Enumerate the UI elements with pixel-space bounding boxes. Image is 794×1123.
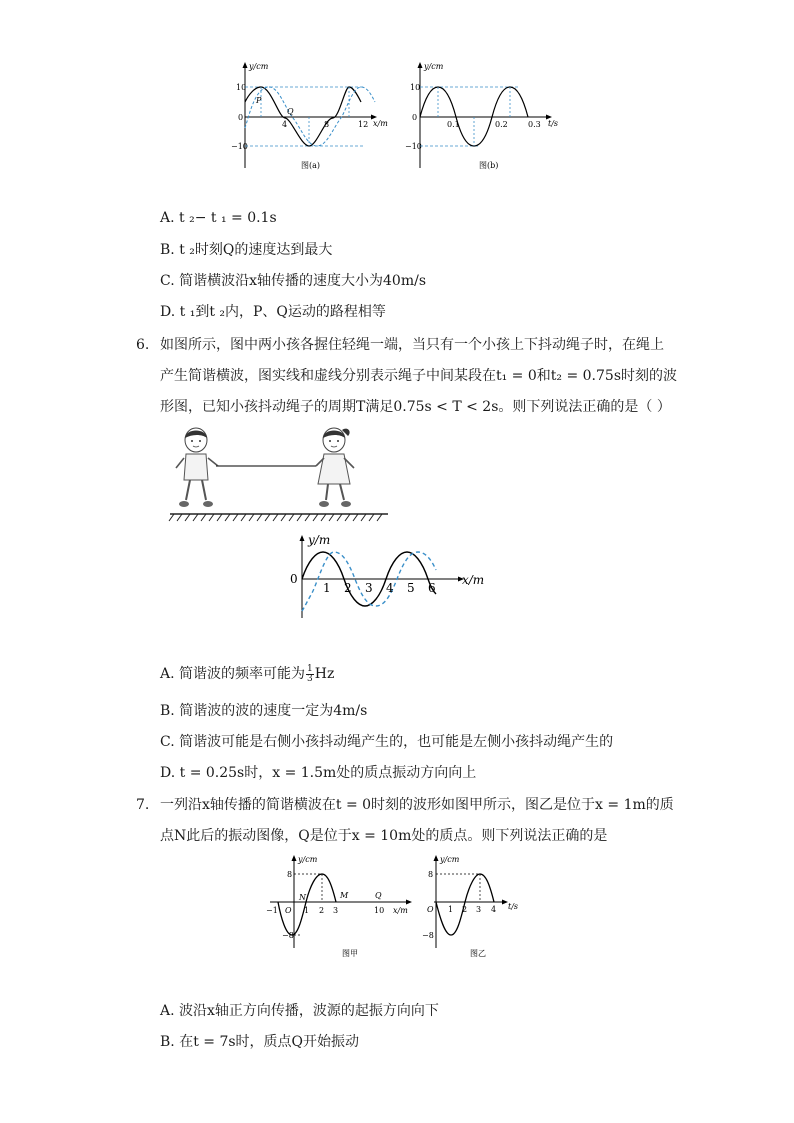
- q6-graph-origin: 0: [290, 572, 298, 586]
- q6-graph-xtick-5: 5: [407, 581, 415, 595]
- figure-b-yaxis: y/cm: [424, 62, 444, 71]
- q6-option-b[interactable]: B. 简谐波的波的速度一定为4m/s: [160, 703, 368, 719]
- q7-jia-xaxis: x/m: [393, 906, 408, 915]
- q7-jia-label-n: N: [299, 893, 306, 902]
- figure-b-xtick-01: 0.1: [447, 120, 460, 129]
- figure-a-caption: 图(a): [301, 161, 321, 170]
- q7-jia-ytick-8: 8: [287, 870, 293, 879]
- q6-graph-xtick-1: 1: [323, 581, 331, 595]
- q7-yi-xtick-3: 3: [476, 905, 482, 914]
- figure-a-b: [225, 58, 559, 176]
- right-child-illustration: [316, 428, 354, 507]
- figure-a-xtick-8: 8: [324, 120, 330, 129]
- figure-a: [231, 62, 388, 170]
- q7-jia-xtick-10: 10: [374, 906, 385, 915]
- q6-option-d[interactable]: D. t = 0.25s时，x = 1.5m处的质点振动方向向上: [160, 765, 477, 781]
- figure-b-xaxis: t/s: [548, 119, 559, 128]
- figure-a-ytick-0: 0: [238, 113, 244, 122]
- q7-jia-caption: 图甲: [342, 949, 358, 958]
- q7-yi-xtick-1: 1: [448, 905, 454, 914]
- q7-jia-label-m: M: [340, 891, 349, 900]
- q7-yi-caption: 图乙: [470, 949, 486, 958]
- figure-b-xtick-02: 0.2: [495, 120, 508, 129]
- q7-yi-xtick-2: 2: [462, 905, 468, 914]
- figure-a-label-q: Q: [287, 107, 294, 116]
- q6-option-a-unit: Hz: [314, 666, 335, 682]
- q6-option-a-text: A. 简谐波的频率可能为: [160, 666, 306, 682]
- q6-graph-xaxis: x/m: [462, 573, 485, 587]
- figure-b-ytick-neg10: −10: [405, 142, 422, 151]
- q7-line-2: 点N此后的振动图像，Q是位于x = 10m处的质点。则下列说法正确的是: [160, 828, 608, 844]
- q7-jia-xtick-neg1: −1: [266, 906, 278, 915]
- q7-jia-yaxis: y/cm: [298, 855, 318, 864]
- figure-a-xaxis: x/m: [373, 119, 388, 128]
- q7-yi-ytick-neg8: −8: [422, 931, 434, 940]
- ground: [169, 514, 388, 521]
- figure-a-ytick-10: 10: [236, 83, 247, 92]
- q6-line-3: 形图，已知小孩抖动绳子的周期T满足0.75s < T < 2s。则下列说法正确的是（ ）: [160, 399, 671, 415]
- figure-a-xtick-12: 12: [358, 120, 369, 129]
- figure-a-xtick-4: 4: [282, 120, 288, 129]
- q7-jia-xtick-1: 1: [304, 906, 310, 915]
- figure-a-ytick-neg10: −10: [231, 142, 248, 151]
- q7-figure-yi: [422, 855, 518, 958]
- q6-line-1: 如图所示，图中两小孩各握住轻绳一端，当只有一个小孩上下抖动绳子时，在绳上: [160, 337, 664, 353]
- left-child-illustration: [176, 428, 218, 507]
- figure-b-ytick-10: 10: [410, 83, 421, 92]
- figure-b: [405, 62, 558, 170]
- q7-yi-ytick-8: 8: [428, 870, 434, 879]
- q7-yi-xtick-4: 4: [491, 905, 497, 914]
- q7-option-a[interactable]: A. 波沿x轴正方向传播，波源的起振方向向下: [160, 1003, 439, 1019]
- q5-option-c[interactable]: C. 简谐横波沿x轴传播的速度大小为40m/s: [160, 273, 426, 289]
- fraction-denominator: 3: [307, 673, 313, 684]
- q7-jia-xtick-2: 2: [319, 906, 325, 915]
- q6-graph-xtick-6: 6: [428, 581, 436, 595]
- q7-line-1: 一列沿x轴传播的简谐横波在t = 0时刻的波形如图甲所示，图乙是位于x = 1m的质: [160, 797, 674, 813]
- q7-number: 7.: [136, 797, 150, 813]
- q7-jia-xtick-origin: O: [285, 906, 292, 915]
- figure-b-caption: 图(b): [479, 161, 499, 170]
- q6-option-a-fraction: [306, 665, 314, 684]
- q6-graph-xtick-4: 4: [386, 581, 394, 595]
- q5-option-b[interactable]: B. t ₂时刻Q的速度达到最大: [160, 242, 333, 258]
- q7-jia-ytick-neg8: −8: [282, 931, 294, 940]
- fraction-numerator: 1: [307, 663, 313, 674]
- figure-b-xtick-03: 0.3: [528, 120, 541, 129]
- q6-graph-yaxis: y/m: [308, 533, 331, 547]
- q6-graph-xtick-2: 2: [344, 581, 352, 595]
- figure-a-label-p: P: [256, 96, 262, 105]
- q5-option-a[interactable]: A. t ₂− t ₁ = 0.1s: [160, 210, 277, 226]
- q7-jia-label-q: Q: [375, 891, 382, 900]
- q6-line-2: 产生简谐横波，图实线和虚线分别表示绳子中间某段在t₁ = 0和t₂ = 0.75s时刻的波: [160, 368, 678, 384]
- q7-figure-jia: [266, 855, 412, 958]
- q7-yi-yaxis: y/cm: [440, 855, 460, 864]
- q6-option-c[interactable]: C. 简谐波可能是右侧小孩抖动绳产生的，也可能是左侧小孩抖动绳产生的: [160, 734, 614, 750]
- q6-number: 6.: [136, 337, 150, 353]
- children-rope-illustration: [168, 424, 390, 522]
- q6-wave-graph: [288, 530, 488, 618]
- figure-b-ytick-0: 0: [412, 113, 418, 122]
- q6-graph-xtick-3: 3: [365, 581, 373, 595]
- q7-yi-xaxis: t/s: [508, 902, 519, 911]
- figure-a-yaxis: y/cm: [249, 62, 269, 71]
- q7-yi-ytick-origin: O: [427, 905, 434, 914]
- q6-option-a[interactable]: [160, 664, 334, 684]
- q7-figures: [262, 852, 532, 960]
- q7-jia-xtick-3: 3: [333, 906, 339, 915]
- q7-option-b[interactable]: B. 在t = 7s时，质点Q开始振动: [160, 1034, 360, 1050]
- q5-option-d[interactable]: D. t ₁到t ₂内，P、Q运动的路程相等: [160, 304, 386, 320]
